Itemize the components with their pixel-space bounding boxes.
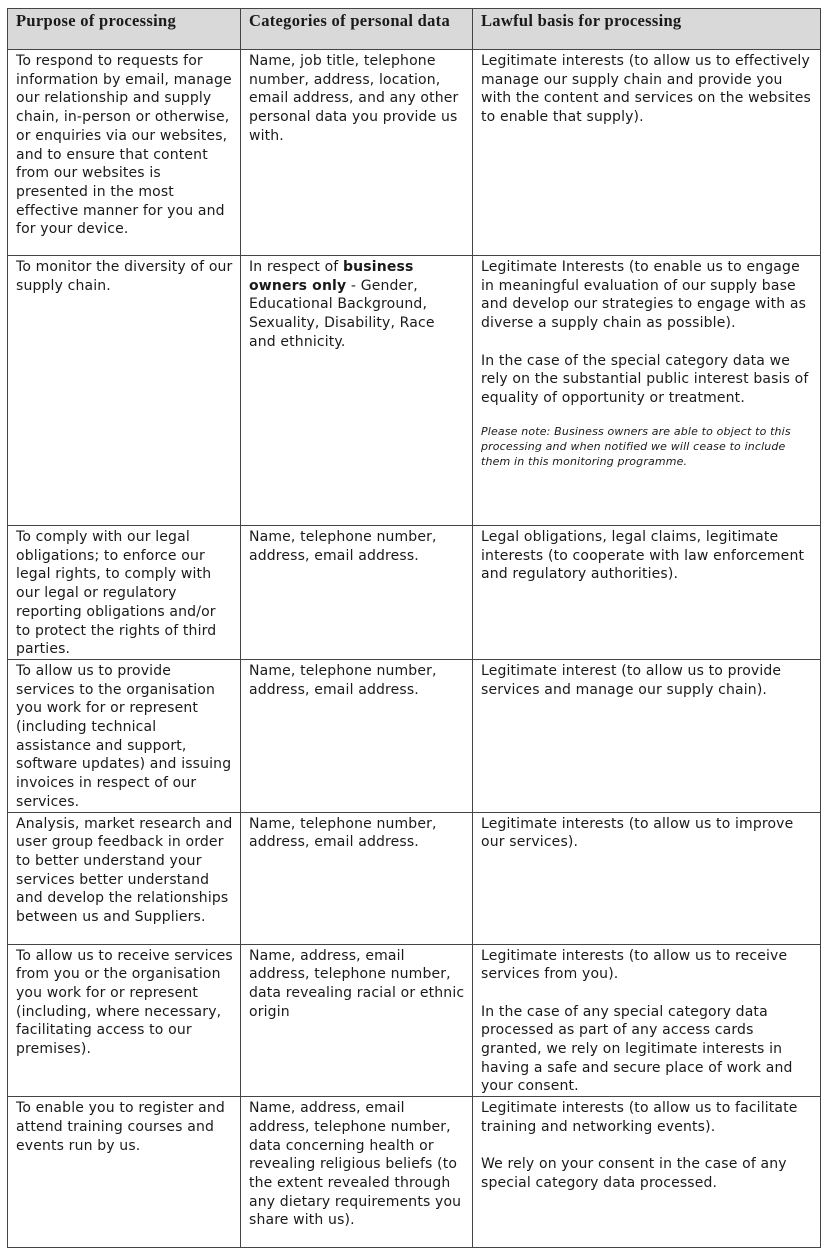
basis-cell xyxy=(473,944,821,1097)
purpose-cell: To allow us to provide services to the organisation you work for or represent (including technical assistance and support, software updates) and issuing invoices in respect of our services. xyxy=(8,659,241,812)
header-row xyxy=(8,9,821,50)
header-purpose: Purpose of processing xyxy=(8,9,241,50)
table-row xyxy=(8,526,821,660)
basis-text: Legal obligations, legal claims, legitimate interests (to cooperate with law enforcement and regulatory authorities). xyxy=(481,529,805,583)
basis-text: Legitimate interest (to allow us to provide services and manage our supply chain). xyxy=(481,662,782,698)
table-row xyxy=(8,50,821,256)
purpose-cell: Analysis, market research and user group feedback in order to better understand your services better understand and develop the relationships between us and Suppliers. xyxy=(8,812,241,944)
basis-text: Legitimate Interests (to enable us to engage in meaningful evaluation of our supply base and develop our strategies to engage with as diverse a supply chain as possible). xyxy=(481,259,807,332)
basis-cell xyxy=(473,1097,821,1248)
basis-text: Legitimate interests (to allow us to improve our services). xyxy=(481,815,794,851)
categories-prefix: In respect of xyxy=(249,259,343,275)
processing-table xyxy=(7,8,821,1248)
basis-cell xyxy=(473,526,821,660)
categories-cell: Name, telephone number, address, email address. xyxy=(241,659,473,812)
header-categories: Categories of personal data xyxy=(241,9,473,50)
categories-cell xyxy=(241,256,473,526)
basis-text: Legitimate interests (to allow us to facilitate training and networking events). xyxy=(481,1100,798,1135)
basis-note: Please note: Business owners are able to object to this processing and when notified we will cease to include them in this monitoring programme. xyxy=(481,424,791,468)
basis-cell xyxy=(473,659,821,812)
table-row xyxy=(8,812,821,944)
basis-cell xyxy=(473,812,821,944)
table-row xyxy=(8,1097,821,1248)
basis-text: In the case of the special category data we rely on the substantial public interest basis of equality of opportunity or treatment. xyxy=(481,352,809,406)
categories-cell: Name, telephone number, address, email address. xyxy=(241,812,473,944)
categories-cell: Name, job title, telephone number, address, location, email address, and any other personal data you provide us with. xyxy=(241,50,473,256)
basis-text: Legitimate interests (to allow us to effectively manage our supply chain and provide you with the content and services on the websites to enable that supply). xyxy=(481,53,811,126)
basis-text: We rely on your consent in the case of any special category data processed. xyxy=(481,1156,787,1191)
categories-cell: Name, address, email address, telephone number, data concerning health or revealing religious beliefs (to the extent revealed through any dietary requirements you share with us). xyxy=(241,1097,473,1248)
categories-bold: business owners only xyxy=(249,259,414,294)
purpose-cell: To comply with our legal obligations; to enforce our legal rights, to comply with our legal or regulatory reporting obligations and/or to protect the rights of third parties. xyxy=(8,526,241,660)
purpose-cell: To respond to requests for information by email, manage our relationship and supply chain, in-person or otherwise, or enquiries via our websites, and to ensure that content from our websites is presented in the most effective manner for you and for your device. xyxy=(8,50,241,256)
basis-text: In the case of any special category data processed as part of any access cards granted, we rely on legitimate interests in having a safe and secure place of work and your consent. xyxy=(481,1003,793,1095)
table-row xyxy=(8,659,821,812)
categories-cell: Name, address, email address, telephone number, data revealing racial or ethnic origin xyxy=(241,944,473,1097)
basis-cell xyxy=(473,256,821,526)
categories-cell: Name, telephone number, address, email address. xyxy=(241,526,473,660)
basis-text: Legitimate interests (to allow us to receive services from you). xyxy=(481,947,788,983)
purpose-cell: To monitor the diversity of our supply chain. xyxy=(8,256,241,526)
categories-suffix: - Gender, Educational Background, Sexuality, Disability, Race and ethnicity. xyxy=(249,277,435,350)
table-row xyxy=(8,944,821,1097)
header-lawful-basis: Lawful basis for processing xyxy=(473,9,821,50)
table-row xyxy=(8,256,821,526)
purpose-cell: To allow us to receive services from you or the organisation you work for or represent (including, where necessary, facilitating access to our premises). xyxy=(8,944,241,1097)
purpose-cell: To enable you to register and attend training courses and events run by us. xyxy=(8,1097,241,1248)
basis-cell xyxy=(473,50,821,256)
